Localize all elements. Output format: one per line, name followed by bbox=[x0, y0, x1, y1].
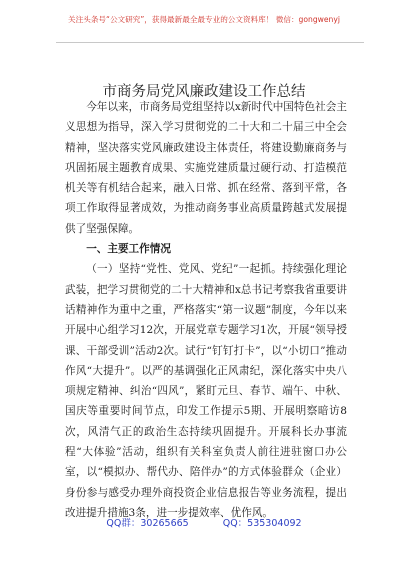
qq-group-number: QQ群：30265665 bbox=[106, 518, 189, 529]
section-heading: 一、主要工作情况 bbox=[86, 243, 171, 256]
footer-contacts bbox=[0, 515, 408, 529]
body-paragraph: （一）坚持“党性、党风、党纪”一起抓。持续强化理论武装，把学习贯彻党的二十大精神和x总书记考察我省重要讲话精神作为重中之重，严格落实“第一议题”制度，今年以来开展中心组学习12次，开展党章专题学习1次，开展“领导授课、干部受训”活动2次。试行“钉钉打卡”，以“小切口”推动作风“大提升”。以严的基调强化正风肃纪，深化落实中央八项规定精神、纠治“四风”，紧盯元旦、春节、端午、中秋、国庆等重要时间节点，印发工作提示5期、开展明察暗访8次，风清气正的政治生态持续巩固提升。开展科长办事流程“大体验”活动，组织有关科室负责人前往进驻窗口办公室，以“模拟办、帮代办、陪伴办”的方式体验群众（企业）身份参与感受办理外商投资企业信息报告等业务流程，提出改进提升措施3条，进一步提效率、优作风。 bbox=[65, 263, 347, 519]
document-body bbox=[65, 97, 347, 523]
header-divider bbox=[56, 42, 364, 43]
document-title: 市商务局党风廉政建设工作总结 bbox=[102, 84, 306, 100]
intro-paragraph: 今年以来，市商务局党组坚持以x新时代中国特色社会主义思想为指导，深入学习贯彻党的二十大和二十届三中全会精神，坚决落实党风廉政建设主体责任，将建设勤廉商务与巩固拓展主题教育成果、实施党建质量过硬行动、打造模范机关等有机结合起来，融入日常、抓在经常、落到平常，各项工作取得显著成效，为推动商务事业高质量跨越式发展提供了坚强保障。 bbox=[65, 101, 347, 235]
header-promo-text: 关注头条号“公文研究”，获得最新最全最专业的公文资料库！ 微信：gongwenyj bbox=[68, 15, 340, 24]
qq-number: QQ：535304092 bbox=[222, 518, 302, 529]
